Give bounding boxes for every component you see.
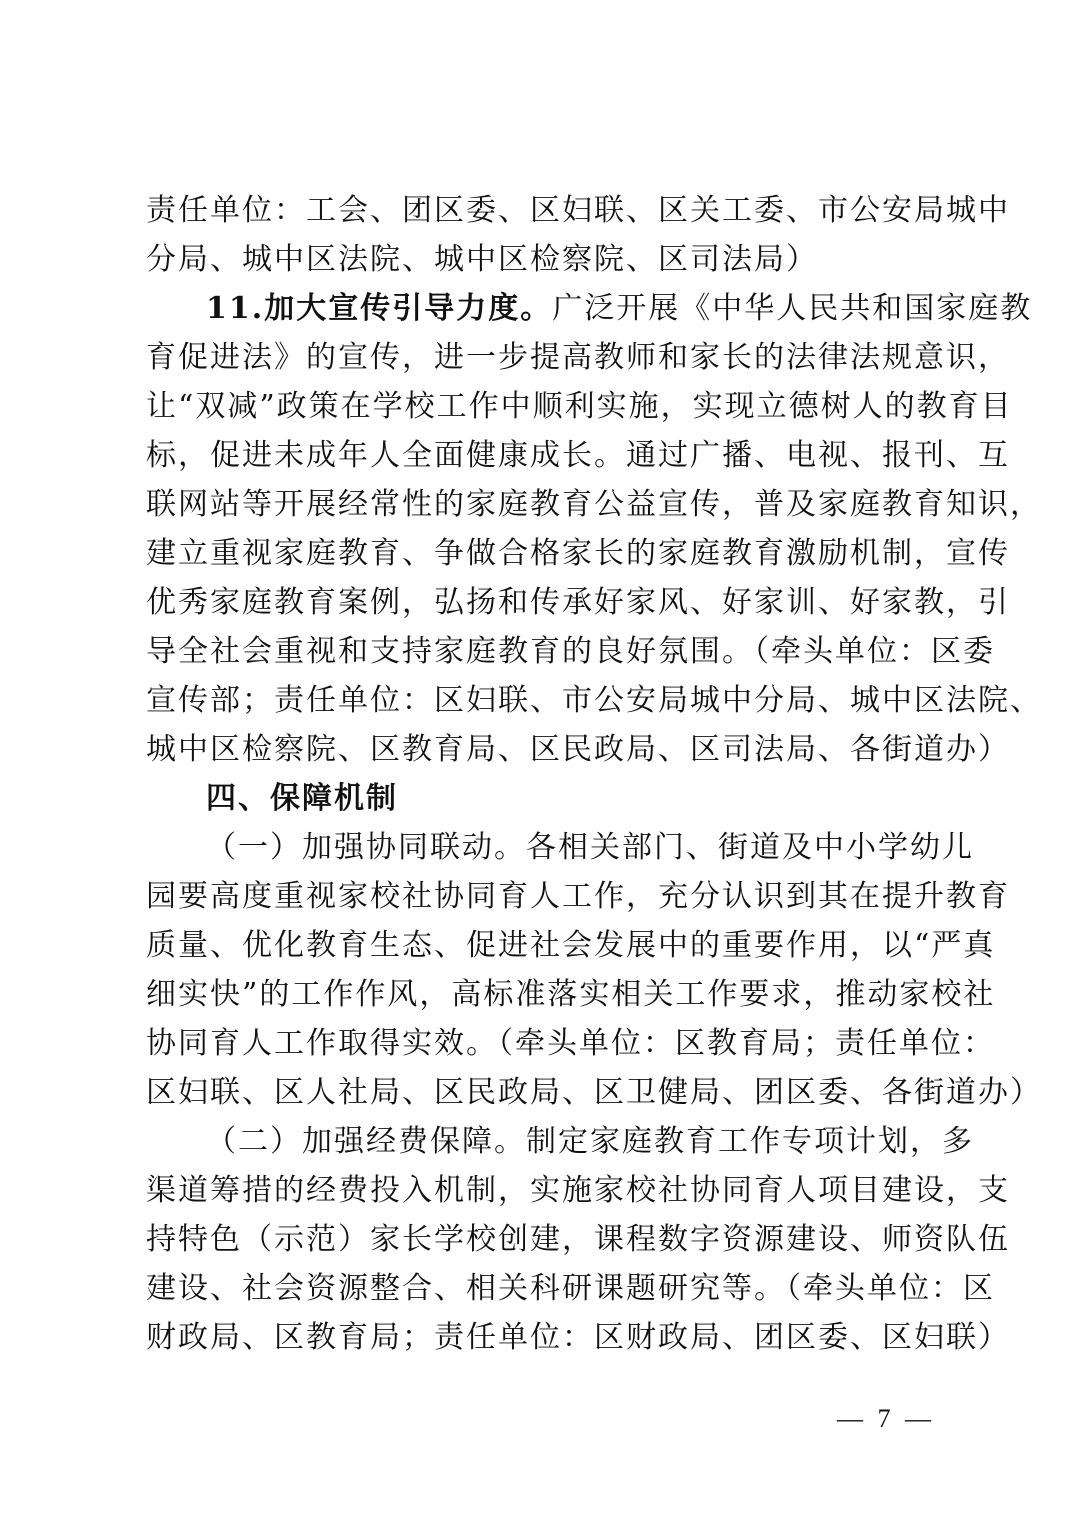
body-line: 渠道筹措的经费投入机制，实施家校社协同育人项目建设，支 bbox=[146, 1173, 1010, 1208]
body-line: 持特色（示范）家长学校创建，课程数字资源建设、师资队伍 bbox=[146, 1222, 1010, 1257]
body-line: 协同育人工作取得实效。（牵头单位：区教育局；责任单位： bbox=[146, 1026, 995, 1061]
body-line: 细实快”的工作作风，高标准落实相关工作要求，推动家校社 bbox=[146, 977, 996, 1012]
item-heading: 11.加大宣传引导力度。 bbox=[206, 291, 553, 326]
numbered-item-11 bbox=[146, 284, 1033, 333]
body-line: 标，促进未成年人全面健康成长。通过广播、电视、报刊、互 bbox=[146, 438, 1010, 473]
body-line: 财政局、区教育局；责任单位：区财政局、团区委、区妇联） bbox=[146, 1320, 1010, 1355]
body-line: 优秀家庭教育案例，弘扬和传承好家风、好家训、好家教，引 bbox=[146, 585, 1010, 620]
body-line: 育促进法》的宣传，进一步提高教师和家长的法律法规意识， bbox=[146, 340, 1010, 375]
body-line: 让“双减”政策在学校工作中顺利实施，实现立德树人的教育目 bbox=[146, 389, 1013, 424]
body-line: 责任单位：工会、团区委、区妇联、区关工委、市公安局城中 bbox=[146, 193, 1010, 228]
document-body bbox=[146, 186, 1042, 1362]
subsection-line: （一）加强协同联动。各相关部门、街道及中小学幼儿 bbox=[206, 830, 974, 865]
body-line: 区妇联、区人社局、区民政局、区卫健局、团区委、各街道办） bbox=[146, 1075, 1042, 1110]
item-text: 广泛开展《中华人民共和国家庭教 bbox=[552, 291, 1033, 326]
body-line: 导全社会重视和支持家庭教育的良好氛围。（牵头单位：区委 bbox=[146, 634, 995, 669]
page-number: — 7 — bbox=[837, 1404, 935, 1433]
body-line: 建设、社会资源整合、相关科研课题研究等。（牵头单位：区 bbox=[146, 1271, 995, 1306]
body-line: 分局、城中区法院、城中区检察院、区司法局） bbox=[146, 242, 818, 277]
body-line: 质量、优化教育生态、促进社会发展中的重要作用，以“严真 bbox=[146, 928, 996, 963]
section-heading: 四、保障机制 bbox=[206, 781, 398, 816]
body-line: 联网站等开展经常性的家庭教育公益宣传，普及家庭教育知识， bbox=[146, 487, 1042, 522]
subsection-line: （二）加强经费保障。制定家庭教育工作专项计划，多 bbox=[206, 1124, 974, 1159]
body-line: 园要高度重视家校社协同育人工作，充分认识到其在提升教育 bbox=[146, 879, 1010, 914]
body-line: 城中区检察院、区教育局、区民政局、区司法局、各街道办） bbox=[146, 732, 1010, 767]
body-line: 建立重视家庭教育、争做合格家长的家庭教育激励机制，宣传 bbox=[146, 536, 1010, 571]
body-line: 宣传部；责任单位：区妇联、市公安局城中分局、城中区法院、 bbox=[146, 683, 1042, 718]
